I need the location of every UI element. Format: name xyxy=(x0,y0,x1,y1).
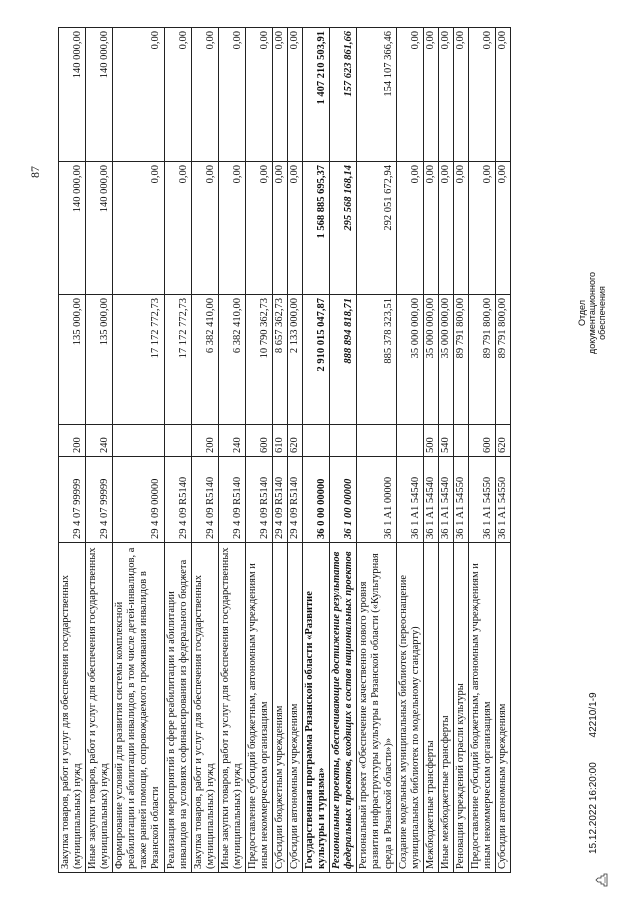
department-name: Отдел документационного обеспечения xyxy=(577,271,607,355)
row-code-cell: 29 4 09 R5140 xyxy=(164,457,191,543)
row-value-2023-cell: 0,00 xyxy=(468,162,495,295)
table-row xyxy=(496,28,511,873)
row-name-cell: Государственная программа Рязанской области «Развитие культуры и туризма» xyxy=(303,543,330,873)
row-vr-cell xyxy=(113,425,164,457)
table-row xyxy=(113,28,164,873)
row-value-2024-cell: 0,00 xyxy=(113,28,164,162)
row-vr-cell xyxy=(357,425,396,457)
row-code-cell: 29 4 07 99999 xyxy=(86,457,113,543)
row-name-cell: Закупка товаров, работ и услуг для обеспечения государственных (муниципальных) нужд xyxy=(59,543,86,873)
row-value-2022-cell: 89 791 800,00 xyxy=(468,295,495,425)
row-value-2022-cell: 17 172 772,73 xyxy=(164,295,191,425)
row-vr-cell xyxy=(164,425,191,457)
row-code-cell: 29 4 09 R5140 xyxy=(218,457,245,543)
row-name-cell: Региональные проекты, обеспечивающие достижение результатов федеральных проектов, входящих в состав национальных проектов xyxy=(330,543,357,873)
row-name-cell: Иные закупки товаров, работ и услуг для обеспечения государственных (муниципальных) нужд xyxy=(218,543,245,873)
row-vr-cell: 200 xyxy=(191,425,218,457)
row-vr-cell: 240 xyxy=(86,425,113,457)
row-name-cell: Предоставление субсидий бюджетным, автономным учреждениям и иным некоммерческим организациям xyxy=(468,543,495,873)
row-value-2023-cell: 0,00 xyxy=(423,162,438,295)
row-value-2024-cell: 0,00 xyxy=(496,28,511,162)
row-name-cell: Формирование условий для развития системы комплексной реабилитации и абилитации инвалидов, в том числе детей-инвалидов, а также ранней помощи, сопровождаемого проживания инвалидов в Рязанской области xyxy=(113,543,164,873)
row-vr-cell: 540 xyxy=(438,425,453,457)
row-value-2022-cell: 35 000 000,00 xyxy=(396,295,423,425)
row-name-cell: Иные межбюджетные трансферты xyxy=(438,543,453,873)
row-vr-cell: 610 xyxy=(273,425,288,457)
table-row xyxy=(59,28,86,873)
row-name-cell: Предоставление субсидий бюджетным, автономным учреждениям и иным некоммерческим организациям xyxy=(245,543,272,873)
row-value-2022-cell: 885 378 323,51 xyxy=(357,295,396,425)
row-code-cell: 36 1 A1 54550 xyxy=(453,457,468,543)
row-value-2024-cell: 0,00 xyxy=(273,28,288,162)
row-value-2024-cell: 0,00 xyxy=(396,28,423,162)
row-name-cell: Создание модельных муниципальных библиотек (переоснащение муниципальных библиотек по модельному стандарту) xyxy=(396,543,423,873)
row-code-cell: 29 4 09 R5140 xyxy=(191,457,218,543)
row-value-2023-cell: 0,00 xyxy=(191,162,218,295)
row-value-2023-cell: 0,00 xyxy=(113,162,164,295)
row-vr-cell xyxy=(453,425,468,457)
table-row xyxy=(423,28,438,873)
row-code-cell: 36 1 A1 54540 xyxy=(438,457,453,543)
row-code-cell: 36 1 00 00000 xyxy=(330,457,357,543)
table-row xyxy=(245,28,272,873)
row-vr-cell: 500 xyxy=(423,425,438,457)
row-name-cell: Субсидии бюджетным учреждениям xyxy=(273,543,288,873)
row-value-2023-cell: 0,00 xyxy=(396,162,423,295)
row-value-2022-cell: 35 000 000,00 xyxy=(438,295,453,425)
row-code-cell: 29 4 07 99999 xyxy=(59,457,86,543)
row-value-2022-cell: 35 000 000,00 xyxy=(423,295,438,425)
row-value-2022-cell: 8 657 362,73 xyxy=(273,295,288,425)
row-name-cell: Реализация мероприятий в сфере реабилитации и абилитации инвалидов на условиях софинансирования из федерального бюджета xyxy=(164,543,191,873)
row-value-2023-cell: 0,00 xyxy=(164,162,191,295)
registration-stamp xyxy=(588,692,599,888)
budget-table-body xyxy=(59,28,511,873)
row-code-cell: 36 1 A1 54540 xyxy=(396,457,423,543)
row-value-2022-cell: 888 894 818,71 xyxy=(330,295,357,425)
row-value-2024-cell: 0,00 xyxy=(453,28,468,162)
table-row xyxy=(218,28,245,873)
row-value-2024-cell: 0,00 xyxy=(468,28,495,162)
row-value-2022-cell: 135 000,00 xyxy=(86,295,113,425)
table-row xyxy=(438,28,453,873)
row-vr-cell: 620 xyxy=(496,425,511,457)
table-row xyxy=(86,28,113,873)
stamp-reg-number: 42210/1-9 xyxy=(588,692,599,738)
table-row xyxy=(191,28,218,873)
row-code-cell: 36 1 A1 54550 xyxy=(468,457,495,543)
page-footer xyxy=(578,28,638,888)
budget-table xyxy=(58,27,511,873)
row-vr-cell: 620 xyxy=(288,425,303,457)
row-value-2022-cell: 2 133 000,00 xyxy=(288,295,303,425)
row-value-2023-cell: 140 000,00 xyxy=(86,162,113,295)
row-value-2023-cell: 0,00 xyxy=(438,162,453,295)
row-code-cell: 29 4 09 R5140 xyxy=(245,457,272,543)
row-value-2024-cell: 0,00 xyxy=(423,28,438,162)
table-row xyxy=(273,28,288,873)
row-value-2024-cell: 0,00 xyxy=(164,28,191,162)
row-name-cell: Межбюджетные трансферты xyxy=(423,543,438,873)
row-value-2024-cell: 140 000,00 xyxy=(86,28,113,162)
row-value-2023-cell: 0,00 xyxy=(245,162,272,295)
row-value-2023-cell: 1 568 885 695,37 xyxy=(303,162,330,295)
table-row xyxy=(288,28,303,873)
row-vr-cell: 200 xyxy=(59,425,86,457)
table-row xyxy=(303,28,330,873)
table-row xyxy=(468,28,495,873)
row-vr-cell xyxy=(330,425,357,457)
table-row xyxy=(396,28,423,873)
row-value-2024-cell: 0,00 xyxy=(288,28,303,162)
row-value-2024-cell: 140 000,00 xyxy=(59,28,86,162)
row-value-2023-cell: 0,00 xyxy=(453,162,468,295)
row-value-2022-cell: 6 382 410,00 xyxy=(191,295,218,425)
row-value-2024-cell: 154 107 366,46 xyxy=(357,28,396,162)
budget-table-container xyxy=(58,28,568,873)
row-code-cell: 29 4 09 R5140 xyxy=(273,457,288,543)
row-value-2024-cell: 0,00 xyxy=(438,28,453,162)
row-vr-cell xyxy=(396,425,423,457)
row-value-2022-cell: 2 910 015 047,87 xyxy=(303,295,330,425)
row-code-cell: 36 0 00 00000 xyxy=(303,457,330,543)
row-value-2022-cell: 89 791 800,00 xyxy=(496,295,511,425)
row-code-cell: 36 1 A1 00000 xyxy=(357,457,396,543)
row-value-2024-cell: 0,00 xyxy=(218,28,245,162)
row-name-cell: Субсидии автономным учреждениям xyxy=(496,543,511,873)
table-row xyxy=(357,28,396,873)
row-value-2022-cell: 6 382 410,00 xyxy=(218,295,245,425)
row-vr-cell xyxy=(303,425,330,457)
stamp-date: 15.12.2022 16:20:00 xyxy=(588,762,599,854)
row-value-2024-cell: 0,00 xyxy=(245,28,272,162)
row-value-2023-cell: 292 051 672,94 xyxy=(357,162,396,295)
coat-of-arms-icon xyxy=(594,872,608,888)
row-vr-cell: 240 xyxy=(218,425,245,457)
row-vr-cell: 600 xyxy=(245,425,272,457)
row-value-2024-cell: 1 407 210 503,91 xyxy=(303,28,330,162)
row-code-cell: 36 1 A1 54550 xyxy=(496,457,511,543)
row-code-cell: 36 1 A1 54540 xyxy=(423,457,438,543)
row-value-2024-cell: 0,00 xyxy=(191,28,218,162)
row-vr-cell: 600 xyxy=(468,425,495,457)
row-value-2023-cell: 0,00 xyxy=(218,162,245,295)
row-value-2022-cell: 135 000,00 xyxy=(59,295,86,425)
row-name-cell: Иные закупки товаров, работ и услуг для обеспечения государственных (муниципальных) нужд xyxy=(86,543,113,873)
row-value-2023-cell: 0,00 xyxy=(288,162,303,295)
page-number: 87 xyxy=(28,166,42,178)
table-row xyxy=(453,28,468,873)
table-row xyxy=(330,28,357,873)
row-code-cell: 29 4 09 R5140 xyxy=(288,457,303,543)
row-name-cell: Субсидии автономным учреждениям xyxy=(288,543,303,873)
row-value-2023-cell: 295 568 168,14 xyxy=(330,162,357,295)
row-value-2023-cell: 0,00 xyxy=(273,162,288,295)
row-value-2023-cell: 140 000,00 xyxy=(59,162,86,295)
row-value-2022-cell: 17 172 772,73 xyxy=(113,295,164,425)
row-value-2022-cell: 89 791 800,00 xyxy=(453,295,468,425)
row-value-2024-cell: 157 623 861,66 xyxy=(330,28,357,162)
row-value-2023-cell: 0,00 xyxy=(496,162,511,295)
row-value-2022-cell: 10 790 362,73 xyxy=(245,295,272,425)
row-name-cell: Закупка товаров, работ и услуг для обеспечения государственных (муниципальных) нужд xyxy=(191,543,218,873)
row-code-cell: 29 4 09 00000 xyxy=(113,457,164,543)
table-row xyxy=(164,28,191,873)
row-name-cell: Реновация учреждений отрасли культуры xyxy=(453,543,468,873)
row-name-cell: Региональный проект «Обеспечение качественно нового уровня развития инфраструктуры культуры в Рязанской области («Культурная среда в Рязанской области»)» xyxy=(357,543,396,873)
